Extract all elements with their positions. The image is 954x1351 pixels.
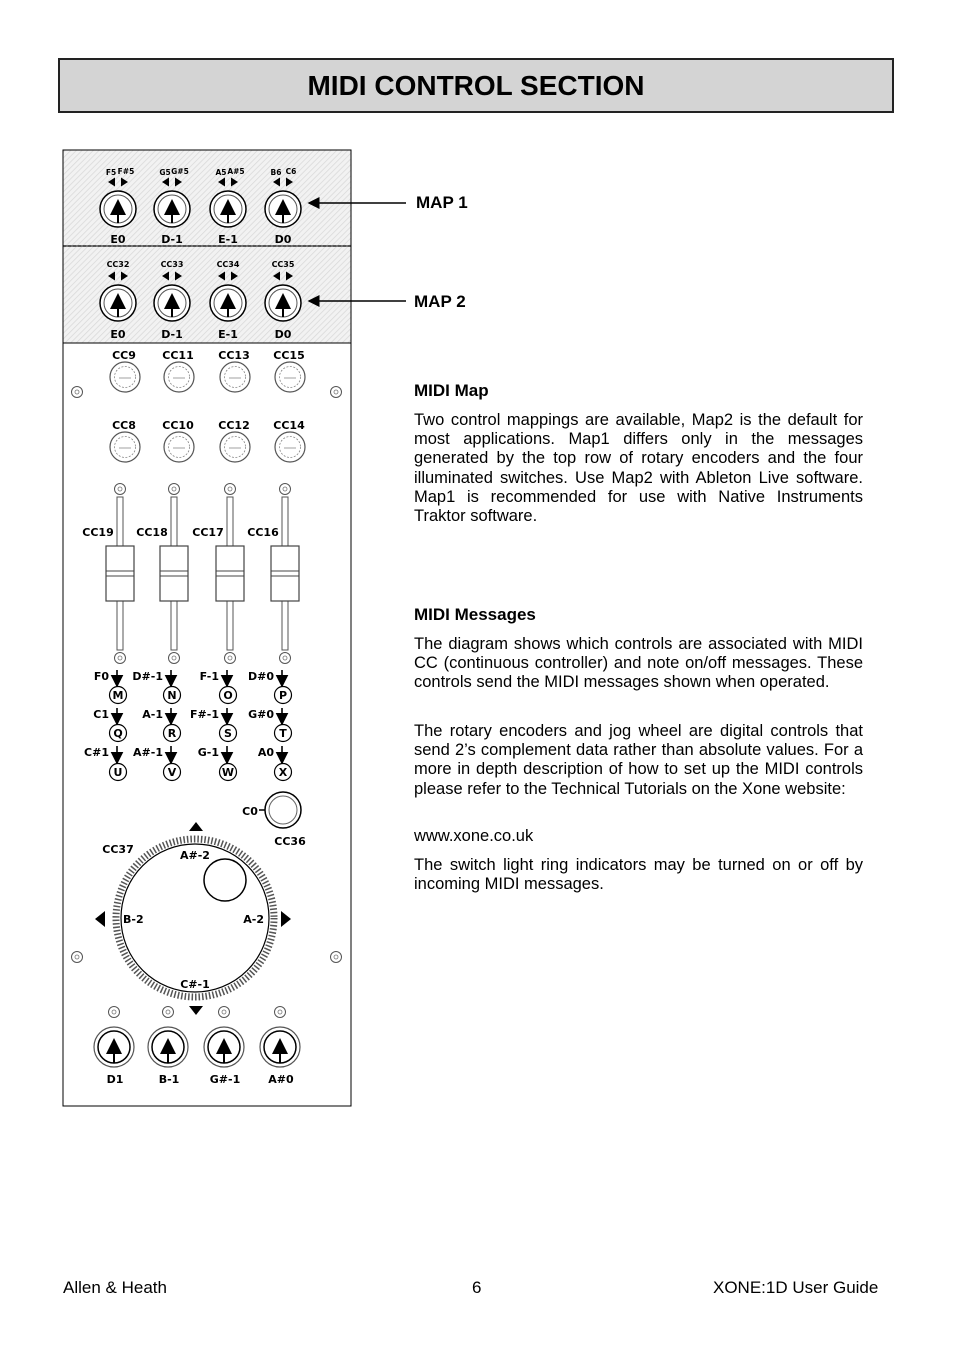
midi-messages-para-2: The rotary encoders and jog wheel are digital controls that send 2’s complement data rather than absolute values. For a more in depth description of how to set up the MIDI controls please refer to the Technical Tutorials on the Xone website: [414, 722, 863, 798]
footer-right: XONE:1D User Guide [713, 1278, 879, 1297]
jog-dimple [204, 859, 246, 901]
fader-label: CC17 [192, 526, 224, 539]
fader-label: CC16 [247, 526, 279, 539]
screw-icon [169, 484, 180, 495]
pot-row2-label: CC10 [162, 419, 194, 432]
pot-row1-label: CC9 [112, 349, 136, 362]
screw-icon [331, 387, 342, 398]
shift-note-label: C0 [242, 805, 258, 818]
map2-push-label: D0 [274, 328, 292, 341]
jog-bottom-label: C#-1 [180, 978, 210, 991]
screw-icon [169, 653, 180, 664]
map2-turn-label: CC32 [106, 260, 130, 269]
pot-row1-label: CC11 [162, 349, 194, 362]
screw-icon [115, 484, 126, 495]
screw-icon [163, 1007, 174, 1018]
note-button-letter: O [223, 689, 233, 702]
shift-button[interactable] [265, 792, 301, 828]
map1-turn-label-right: C6 [285, 167, 297, 176]
jog-left-label: B-2 [123, 913, 144, 926]
bottom-switch-label: D1 [106, 1073, 124, 1086]
note-button-letter: M [112, 689, 124, 702]
pot-row1-label: CC13 [218, 349, 250, 362]
fader-cap[interactable] [160, 546, 188, 601]
map1-push-label: D0 [274, 233, 292, 246]
fader-label: CC18 [136, 526, 168, 539]
website-link[interactable]: www.xone.co.uk [414, 827, 534, 845]
note-button-label: A#-1 [133, 746, 163, 759]
jog-top-label: A#-2 [180, 849, 210, 862]
map1-turn-label-left: F5 [105, 168, 117, 177]
note-button-label: D#0 [247, 670, 274, 683]
pot-row2-label: CC8 [112, 419, 136, 432]
note-button-label: D#-1 [132, 670, 163, 683]
fader-label: CC19 [82, 526, 114, 539]
note-button-label: F-1 [199, 670, 219, 683]
map2-push-label: E-1 [218, 328, 238, 341]
screw-icon [225, 653, 236, 664]
map1-push-label: E-1 [218, 233, 238, 246]
map2-turn-label: CC33 [160, 260, 184, 269]
map1-push-label: E0 [110, 233, 126, 246]
map1-turn-label-right: G#5 [171, 167, 189, 176]
note-button-letter: X [278, 766, 288, 779]
note-button-label: G-1 [197, 746, 219, 759]
screw-icon [331, 952, 342, 963]
map2-label: MAP 2 [414, 292, 466, 311]
note-button-letter: S [224, 727, 232, 740]
footer-page-number: 6 [472, 1278, 482, 1297]
bottom-switch-label: A#0 [268, 1073, 294, 1086]
pot-row1-label: CC15 [273, 349, 305, 362]
fader-cap[interactable] [216, 546, 244, 601]
map2-push-label: D-1 [161, 328, 183, 341]
screw-icon [280, 484, 291, 495]
bottom-switch-label: G#-1 [209, 1073, 241, 1086]
pot-row2-label: CC12 [218, 419, 250, 432]
jog-right-label: A-2 [243, 913, 264, 926]
map1-turn-label-right: A#5 [227, 167, 245, 176]
fader-cap[interactable] [106, 546, 134, 601]
screw-icon [72, 387, 83, 398]
screw-icon [115, 653, 126, 664]
note-button-label: A-1 [142, 708, 163, 721]
map1-turn-label-left: G5 [159, 168, 171, 177]
map2-push-label: E0 [110, 328, 126, 341]
bottom-switch-label: B-1 [158, 1073, 180, 1086]
midi-messages-para-4: The switch light ring indicators may be turned on or off by incoming MIDI messages. [414, 856, 863, 894]
note-button-letter: Q [113, 727, 123, 740]
screw-icon [72, 952, 83, 963]
screw-icon [109, 1007, 120, 1018]
midi-messages-heading: MIDI Messages [414, 605, 536, 624]
midi-map-heading: MIDI Map [414, 381, 489, 400]
note-button-letter: U [113, 766, 123, 779]
screw-icon [219, 1007, 230, 1018]
map1-turn-label-left: A5 [215, 168, 227, 177]
fader-cap[interactable] [271, 546, 299, 601]
note-button-letter: R [167, 727, 177, 740]
map2-turn-label: CC35 [271, 260, 295, 269]
page-title: MIDI CONTROL SECTION [307, 69, 645, 101]
map1-turn-label-left: B6 [270, 168, 282, 177]
note-button-label: G#0 [248, 708, 274, 721]
screw-icon [225, 484, 236, 495]
note-button-label: A0 [257, 746, 274, 759]
map1-push-label: D-1 [161, 233, 183, 246]
note-button-letter: W [221, 766, 235, 779]
note-button-letter: P [278, 689, 288, 702]
note-button-label: F0 [93, 670, 109, 683]
note-button-label: C1 [93, 708, 109, 721]
note-button-label: C#1 [84, 746, 109, 759]
midi-map-body: Two control mappings are available, Map2 is the default for most applications. Map1 differs only in the messages generated by the top row of rotary encoders and the four illuminated switches. Use Map2 with Ableton Live software. Map1 is recommended for use with Native Instruments Traktor software. [414, 411, 863, 526]
screw-icon [280, 653, 291, 664]
note-button-letter: T [279, 727, 287, 740]
map1-turn-label-right: F#5 [117, 167, 135, 176]
note-button-letter: V [167, 766, 177, 779]
map1-label: MAP 1 [416, 193, 468, 212]
note-button-label: F#-1 [190, 708, 219, 721]
pot-row2-label: CC14 [273, 419, 305, 432]
midi-messages-para-1: The diagram shows which controls are associated with MIDI CC (continuous controller) and note on/off messages. These controls send the MIDI messages shown when operated. [414, 635, 863, 692]
jog-cc-label: CC37 [102, 843, 134, 856]
map2-turn-label: CC34 [216, 260, 240, 269]
footer-left: Allen & Heath [63, 1278, 167, 1297]
screw-icon [275, 1007, 286, 1018]
shift-cc-label: CC36 [274, 835, 306, 848]
note-button-letter: N [167, 689, 177, 702]
